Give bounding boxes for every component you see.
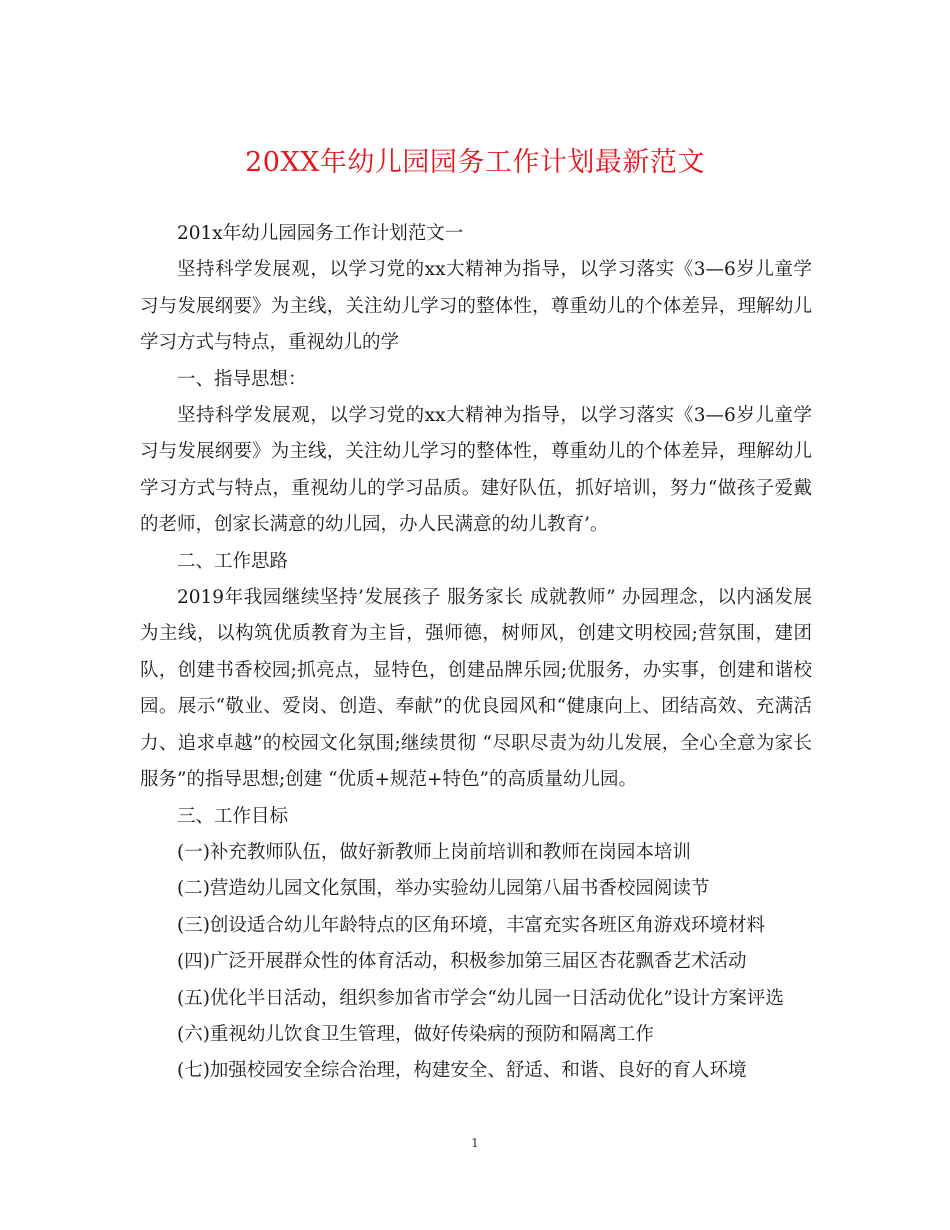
goal-item-2: (二)营造幼儿园文化氛围，举办实验幼儿园第八届书香校园阅读节 [177,878,710,900]
goal-item-6: (六)重视幼儿饮食卫生管理，做好传染病的预防和隔离工作 [177,1023,654,1045]
paragraph-work-approach: 2019年我园继续坚持’发展孩子 服务家长 成就教师” 办园理念，以内涵发展为主线，以构筑优质教育为主旨，强师德，树师风，创建文明校园;营氛围，建团队，创建书香校园;抓亮点，显特色，创建品牌乐园;优服务，办实事，创建和谐校园。展示“敬业、爱岗、创造、奉献”的优良园风和“健康向上、团结高效、充满活力、追求卓越”的校园文化氛围;继续贯彻 “尽职尽责为幼儿发展，全心全意为家长服务”的指导思想;创建 “优质+规范+特色”的高质量幼儿园。 [140,587,812,791]
page-number: 1 [471,1136,479,1150]
heading-work-approach: 二、工作思路 [177,550,289,572]
heading-guiding-thought: 一、指导思想： [177,368,307,390]
goal-item-5: (五)优化半日活动，组织参加省市学会“幼儿园一日活动优化”设计方案评选 [177,987,784,1009]
document-title: 20XX年幼儿园园务工作计划最新范文 [245,147,705,178]
paragraph-subtitle: 201x年幼儿园园务工作计划范文一 [177,223,464,244]
goal-item-3: (三)创设适合幼儿年龄特点的区角环境，丰富充实各班区角游戏环境材料 [177,914,765,936]
paragraph-guiding-thought: 坚持科学发展观，以学习党的xx大精神为指导，以学习落实《3—6岁儿童学习与发展纲要》为主线，关注幼儿学习的整体性，尊重幼儿的个体差异，理解幼儿学习方式与特点，重视幼儿的学习品质。建好队伍，抓好培训，努力“做孩子爱戴的老师，创家长满意的幼儿园，办人民满意的幼儿教育’。 [140,405,812,536]
document-body [140,216,812,1090]
goal-item-1: (一)补充教师队伍，做好新教师上岗前培训和教师在岗园本培训 [177,841,691,863]
heading-work-goals: 三、工作目标 [177,805,289,827]
goal-item-7: (七)加强校园安全综合治理，构建安全、舒适、和谐、良好的育人环境 [177,1060,747,1082]
goal-item-4: (四)广泛开展群众性的体育活动，积极参加第三届区杏花飘香艺术活动 [177,951,747,973]
paragraph-intro: 坚持科学发展观，以学习党的xx大精神为指导，以学习落实《3—6岁儿童学习与发展纲要》为主线，关注幼儿学习的整体性，尊重幼儿的个体差异，理解幼儿学习方式与特点，重视幼儿的学 [140,259,812,354]
